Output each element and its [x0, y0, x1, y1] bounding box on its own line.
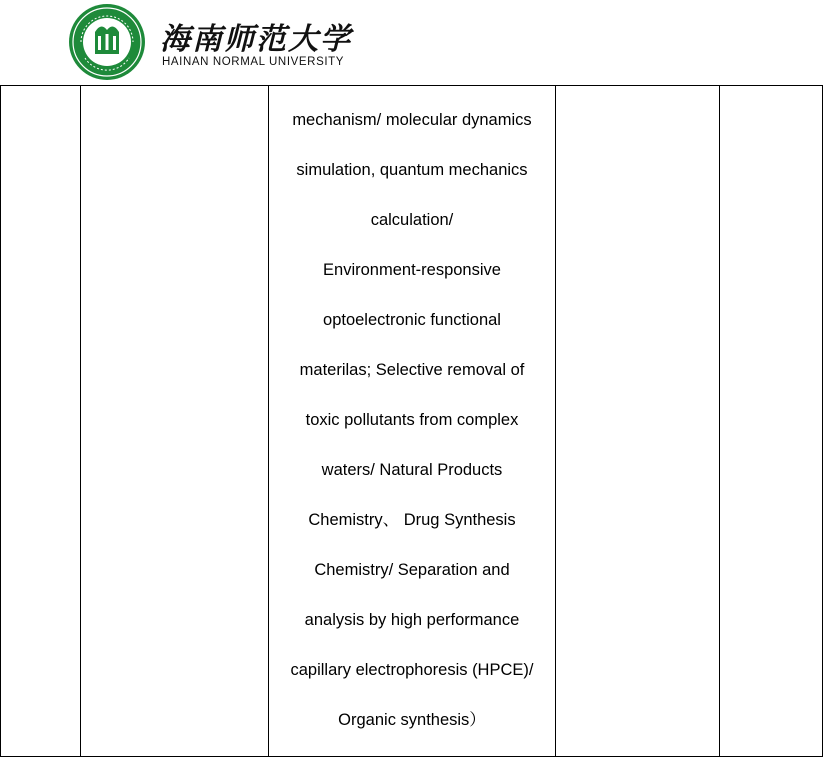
table-cell-5: [720, 86, 823, 757]
research-line: calculation/: [370, 211, 454, 229]
research-line: optoelectronic functional: [323, 311, 501, 329]
table-cell-4: [556, 86, 720, 757]
faculty-table: [0, 85, 823, 757]
research-line: Chemistry、 Drug Synthesis: [308, 511, 516, 529]
university-name-cn: 海南师范大学: [160, 22, 352, 57]
research-line: Environment-responsive: [323, 261, 501, 279]
university-name-en: HAINAN NORMAL UNIVERSITY: [162, 56, 345, 68]
table-row: [1, 86, 823, 757]
research-line: mechanism/ molecular dynamics: [292, 111, 532, 129]
research-line: Organic synthesis）: [338, 711, 486, 729]
table-cell-1: [1, 86, 81, 757]
research-line: capillary electrophoresis (HPCE)/: [290, 661, 534, 679]
university-seal-icon: [67, 2, 147, 82]
page-header: [0, 0, 823, 86]
research-line: analysis by high performance: [304, 611, 520, 629]
research-line: waters/ Natural Products: [321, 461, 503, 479]
research-line: Chemistry/ Separation and: [314, 561, 510, 579]
research-line: simulation, quantum mechanics: [296, 161, 528, 179]
table-cell-2: [80, 86, 268, 757]
research-line: materilas; Selective removal of: [299, 361, 525, 379]
research-direction-text: [269, 86, 556, 756]
research-direction-cell: [268, 86, 556, 757]
research-line: toxic pollutants from complex: [305, 411, 519, 429]
